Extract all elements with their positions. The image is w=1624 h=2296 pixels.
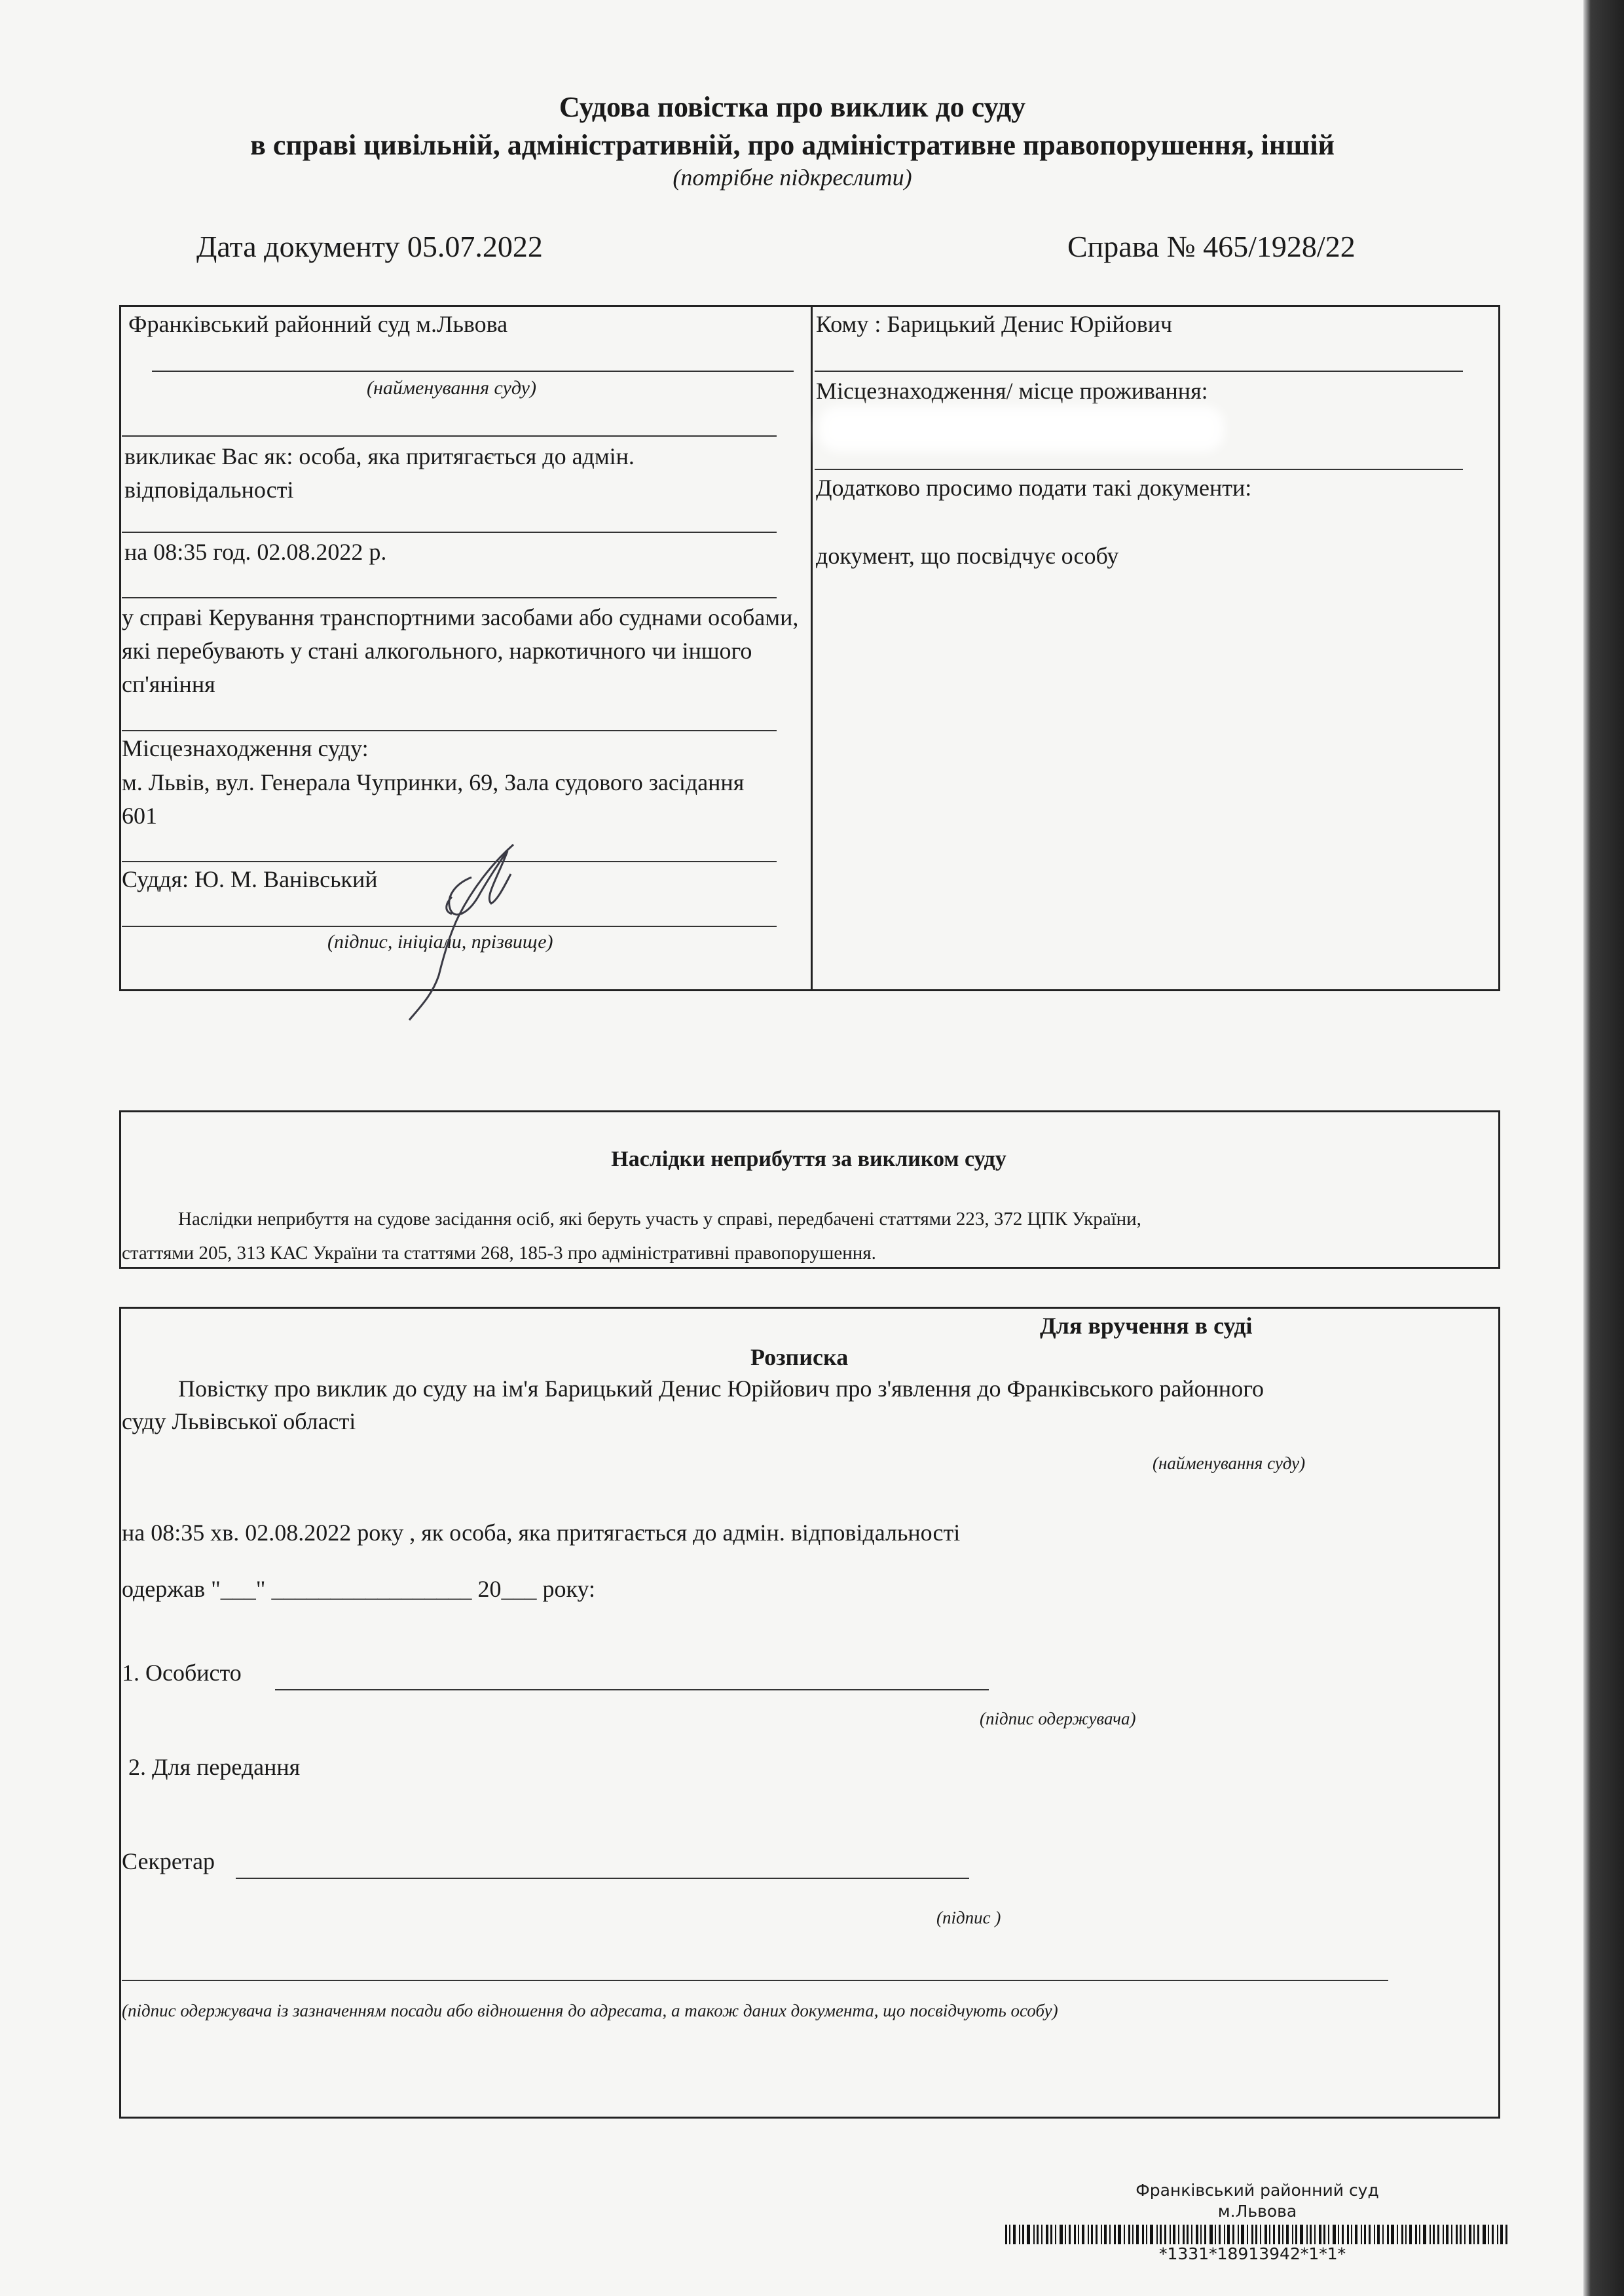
- barcode-bar: [1405, 2225, 1407, 2244]
- barcode-bar: [1300, 2225, 1303, 2244]
- barcode-bar: [1022, 2225, 1024, 2244]
- barcode-bar: [1278, 2225, 1280, 2244]
- underline-note: (потрібне підкреслити): [673, 164, 912, 191]
- barcode-bar: [1150, 2225, 1153, 2244]
- barcode-bar: [1295, 2225, 1297, 2244]
- divider: [122, 597, 777, 598]
- barcode-bar: [1251, 2225, 1253, 2244]
- barcode-bar: [1469, 2225, 1471, 2244]
- court-name: Франківський районний суд м.Львова: [128, 311, 508, 337]
- barcode-bar: [1401, 2225, 1403, 2244]
- barcode-bar: [1310, 2225, 1312, 2244]
- barcode-bar: [1464, 2225, 1466, 2244]
- barcode-bar: [1446, 2225, 1449, 2244]
- barcode-bar: [1118, 2225, 1121, 2244]
- barcode-bar: [1483, 2225, 1486, 2244]
- receipt-time-line: на 08:35 хв. 02.08.2022 року , як особа, яка притягається до адмін. відповідальності: [122, 1520, 961, 1546]
- divider: [815, 371, 1463, 372]
- barcode-bar: [1460, 2225, 1462, 2244]
- barcode-bar: [1060, 2225, 1063, 2244]
- barcode-bar: [1232, 2225, 1234, 2244]
- barcode-bar: [1505, 2225, 1507, 2244]
- barcode-bar: [1178, 2225, 1179, 2244]
- barcode-bar: [1088, 2225, 1089, 2244]
- barcode-bar: [1191, 2225, 1192, 2244]
- barcode-bar: [1170, 2225, 1171, 2244]
- barcode-bar: [1419, 2225, 1420, 2244]
- barcode-bar: [1430, 2225, 1431, 2244]
- barcode-bar: [1074, 2225, 1076, 2244]
- divider: [815, 469, 1463, 470]
- footer-court-name: [1100, 2180, 1414, 2222]
- barcode-bar: [1443, 2225, 1444, 2244]
- barcode-bar: [1227, 2225, 1230, 2244]
- barcode-bar: [1456, 2225, 1458, 2244]
- redacted-address: [819, 406, 1225, 452]
- receipt-title: Розписка: [750, 1344, 849, 1370]
- secretary-signature-caption: (підпис ): [936, 1908, 1001, 1927]
- court-name-underline: [152, 371, 794, 372]
- barcode-bar: [1050, 2225, 1052, 2244]
- barcode-bar: [1409, 2225, 1412, 2244]
- barcode-bar: [1382, 2225, 1384, 2244]
- barcode-bar: [1488, 2225, 1489, 2244]
- barcode-bar: [1473, 2225, 1475, 2244]
- documents-value: документ, що посвідчує особу: [816, 543, 1119, 569]
- barcode-bar: [1027, 2225, 1030, 2244]
- barcode-bar: [1238, 2225, 1239, 2244]
- consequences-title: Наслідки неприбуття за викликом суду: [611, 1147, 1006, 1171]
- summons-table-divider: [811, 305, 813, 991]
- barcode-bar: [1209, 2225, 1213, 2244]
- personally-signature-line: [275, 1689, 989, 1690]
- barcode-bar: [1500, 2225, 1503, 2244]
- barcode-bar: [1387, 2225, 1389, 2244]
- barcode-bar: [1347, 2225, 1349, 2244]
- barcode-bar: [1046, 2225, 1048, 2244]
- signature-caption: (підпис, ініціали, прізвище): [327, 931, 553, 953]
- barcode-bar: [1292, 2225, 1293, 2244]
- consequences-text-line2: статтями 205, 313 КАС України та статтями 268, 185-3 про адміністративні правопорушення.: [122, 1243, 876, 1264]
- barcode-bar: [1282, 2225, 1283, 2244]
- barcode-bar: [1069, 2225, 1071, 2244]
- barcode-bar: [1319, 2225, 1321, 2244]
- barcode-bar: [1128, 2225, 1130, 2244]
- barcode-bar: [1361, 2225, 1362, 2244]
- barcode-bar: [1451, 2225, 1452, 2244]
- barcode-bar: [1342, 2225, 1344, 2244]
- barcode-bar: [1009, 2225, 1010, 2244]
- receipt-line1: Повістку про виклик до суду на ім'я Барицький Денис Юрійович про з'явлення до Франківського районного: [178, 1376, 1264, 1402]
- barcode-bar: [1173, 2225, 1175, 2244]
- case-number: Справа № 465/1928/22: [1067, 230, 1356, 263]
- barcode-bar: [1091, 2225, 1093, 2244]
- barcode-bar: [1183, 2225, 1185, 2244]
- court-location-label: Місцезнаходження суду:: [122, 735, 369, 761]
- barcode-bar: [1019, 2225, 1020, 2244]
- transfer-label: 2. Для передання: [128, 1754, 301, 1780]
- receipt-line2: суду Львівської області: [122, 1408, 356, 1434]
- barcode-bar: [1109, 2225, 1111, 2244]
- barcode-bar: [1433, 2225, 1435, 2244]
- barcode-bar: [1200, 2225, 1202, 2244]
- barcode-bar: [1286, 2225, 1289, 2244]
- barcode-bar: [1477, 2225, 1479, 2244]
- barcode-bar: [1132, 2225, 1134, 2244]
- barcode-bar: [1351, 2225, 1352, 2244]
- barcode-bar: [1224, 2225, 1225, 2244]
- barcode-bar: [1333, 2225, 1336, 2244]
- barcode-bar: [1369, 2225, 1371, 2244]
- barcode-bar: [1013, 2225, 1016, 2244]
- barcode-bar: [1033, 2225, 1035, 2244]
- barcode-bar: [1215, 2225, 1216, 2244]
- document-title: Судова повістка про виклик до суду: [559, 91, 1026, 123]
- barcode-bar: [1055, 2225, 1056, 2244]
- barcode-bar: [1269, 2225, 1270, 2244]
- barcode-bar: [1273, 2225, 1275, 2244]
- barcode-bar: [1219, 2225, 1221, 2244]
- barcode-bar: [1338, 2225, 1339, 2244]
- case-subject: у справі Керування транспортними засобами або суднами особами, які перебувають у стані алкогольного, наркотичного чи іншого сп'яніння: [122, 604, 799, 697]
- divider: [122, 532, 777, 533]
- barcode-bar: [1437, 2225, 1439, 2244]
- barcode-bar: [1082, 2225, 1084, 2244]
- receipt-court-caption: (найменування суду): [1153, 1453, 1306, 1473]
- barcode-bar: [1164, 2225, 1166, 2244]
- barcode-bar: [1101, 2225, 1102, 2244]
- court-location: м. Львів, вул. Генерала Чупринки, 69, Зала судового засідання 601: [122, 769, 745, 829]
- barcode-bar: [1314, 2225, 1316, 2244]
- barcode-bar: [1136, 2225, 1139, 2244]
- barcode-bar: [1374, 2225, 1375, 2244]
- barcode-bar: [1041, 2225, 1043, 2244]
- document-date: Дата документу 05.07.2022: [196, 230, 543, 263]
- for-court-label: Для вручення в суді: [1040, 1313, 1253, 1339]
- barcode-bar: [1142, 2225, 1144, 2244]
- barcode-bar: [1160, 2225, 1162, 2244]
- barcode-bar: [1415, 2225, 1417, 2244]
- barcode-bar: [1037, 2225, 1039, 2244]
- barcode-number: *1331*18913942*1*1*: [1159, 2244, 1346, 2263]
- barcode-bar: [1397, 2225, 1398, 2244]
- barcode-bar: [1423, 2225, 1426, 2244]
- footer-court-line1: Франківський районний суд: [1135, 2181, 1379, 2200]
- barcode-bar: [1328, 2225, 1329, 2244]
- divider: [122, 435, 777, 437]
- barcode-bar: [1255, 2225, 1257, 2244]
- footer-court-line2: м.Львова: [1217, 2202, 1297, 2221]
- barcode-bar: [1492, 2225, 1494, 2244]
- barcode-bar: [1096, 2225, 1098, 2244]
- documents-label: Додатково просимо подати такі документи:: [816, 475, 1252, 501]
- barcode-bar: [1264, 2225, 1267, 2244]
- barcode-bar: [1391, 2225, 1394, 2244]
- consequences-text-line1: Наслідки неприбуття на судове засідання осіб, які беруть участь у справі, передбачені статтями 223, 372 ЦПК України,: [178, 1209, 1141, 1230]
- barcode-bar: [1204, 2225, 1206, 2244]
- judge: Суддя: Ю. М. Ванівський: [122, 866, 378, 892]
- hearing-time: на 08:35 год. 02.08.2022 р.: [124, 539, 387, 565]
- barcode-bar: [1355, 2225, 1357, 2244]
- barcode-bar: [1306, 2225, 1308, 2244]
- barcode-bar: [1104, 2225, 1107, 2244]
- recipient-address-label: Місцезнаходження/ місце проживання:: [816, 378, 1208, 404]
- divider: [122, 730, 777, 731]
- barcode-bar: [1187, 2225, 1189, 2244]
- barcode-bar: [1065, 2225, 1066, 2244]
- personally-label: 1. Особисто: [122, 1660, 242, 1686]
- final-caption: (підпис одержувача із зазначенням посади або відношення до адресата, а також даних документа, що посвідчують особу): [122, 2001, 1058, 2020]
- barcode-bar: [1241, 2225, 1244, 2244]
- barcode-bar: [1377, 2225, 1380, 2244]
- court-name-caption: (найменування суду): [367, 377, 536, 399]
- barcode-bar: [1196, 2225, 1198, 2244]
- barcode: [1005, 2225, 1509, 2244]
- judge-signature: [393, 838, 537, 1021]
- barcode-bar: [1156, 2225, 1158, 2244]
- barcode-bar: [1078, 2225, 1079, 2244]
- barcode-bar: [1364, 2225, 1366, 2244]
- barcode-bar: [1260, 2225, 1261, 2244]
- barcode-bar: [1146, 2225, 1147, 2244]
- received-line: одержав "___" _________________ 20___ року:: [122, 1576, 596, 1602]
- barcode-bar: [1124, 2225, 1125, 2244]
- secretary-label: Секретар: [122, 1848, 215, 1874]
- barcode-bar: [1247, 2225, 1248, 2244]
- document-subtitle: в справі цивільній, адміністративній, про адміністративне правопорушення, іншій: [250, 129, 1335, 161]
- recipient-signature-caption: (підпис одержувача): [980, 1709, 1136, 1728]
- barcode-bar: [1005, 2225, 1007, 2244]
- barcode-bar: [1497, 2225, 1498, 2244]
- barcode-bar: [1114, 2225, 1116, 2244]
- barcode-bar: [1323, 2225, 1325, 2244]
- final-signature-line: [122, 1980, 1388, 1981]
- recipient-name: Кому : Барицький Денис Юрійович: [816, 311, 1173, 337]
- summoned-as: викликає Вас як: особа, яка притягається до адмін. відповідальності: [124, 443, 635, 503]
- secretary-signature-line: [236, 1878, 969, 1879]
